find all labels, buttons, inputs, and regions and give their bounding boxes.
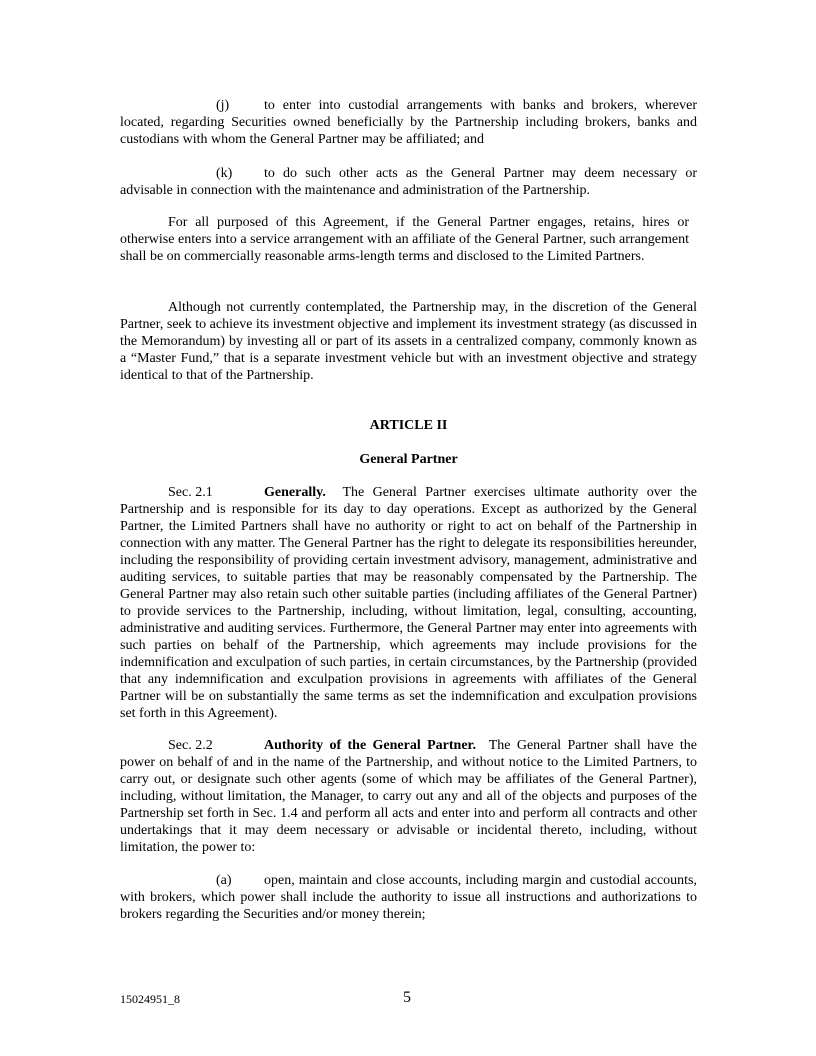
clause-2-2-a-label: (a) bbox=[216, 873, 232, 888]
section-2-2-number: Sec. 2.2 bbox=[168, 738, 213, 753]
article-title: General Partner bbox=[359, 452, 458, 467]
section-2-1 bbox=[120, 484, 697, 722]
section-2-2 bbox=[120, 737, 697, 856]
clause-j-text: to enter into custodial arrangements with banks and brokers, wherever located, regarding Securities owned beneficially by the Partnership including brokers, banks and custodians with whom the General Partner may be affiliated; and bbox=[120, 98, 697, 147]
clause-k bbox=[120, 165, 697, 199]
clause-2-2-a-text: open, maintain and close accounts, including margin and custodial accounts, with brokers, which power shall include the authority to issue all instructions and authorizations to brokers regarding the Securities and/or money therein; bbox=[120, 873, 697, 922]
clause-k-text: to do such other acts as the General Partner may deem necessary or advisable in connection with the maintenance and administration of the Partnership. bbox=[120, 166, 697, 198]
section-2-1-heading: Generally. bbox=[264, 485, 326, 500]
section-2-1-number: Sec. 2.1 bbox=[168, 485, 213, 500]
section-2-2-text: The General Partner shall have the power on behalf of and in the name of the Partnership, and without notice to the Limited Partners, to carry out, or designate such other agents (some of which may be affiliates of the General Partner), including, without limitation, the Manager, to carry out any and all of the objects and purposes of the Partnership set forth in Sec. 1.4 and perform all acts and enter into and perform all contracts and other undertakings that it may deem necessary or advisable or incidental thereto, including, without limitation, the power to: bbox=[120, 738, 697, 855]
article-number: ARTICLE II bbox=[369, 418, 448, 433]
clause-j-label: (j) bbox=[216, 98, 230, 113]
affiliate-paragraph: For all purposed of this Agreement, if the General Partner engages, retains, hires or otherwise enters into a service arrangement with an affiliate of the General Partner, such arrangement shall be on commercially reasonable arms-length terms and disclosed to the Limited Partners. bbox=[120, 215, 689, 264]
clause-k-label: (k) bbox=[216, 166, 233, 181]
clause-2-2-a bbox=[120, 872, 697, 923]
master-fund-paragraph: Although not currently contemplated, the Partnership may, in the discretion of the General Partner, seek to achieve its investment objective and implement its investment strategy (as discussed in the Memorandum) by investing all or part of its assets in a centralized company, commonly known as a “Master Fund,” that is a separate investment vehicle but with an investment objective and strategy identical to that of the Partnership. bbox=[120, 300, 697, 383]
page-number: 5 bbox=[403, 989, 411, 1006]
section-2-1-text: The General Partner exercises ultimate authority over the Partnership and is responsible for its day to day operations. Except as authorized by the General Partner, the Limited Partners shall have no authority or right to act on behalf of the Partnership in connection with any matter. The General Partner has the right to delegate its responsibilities hereunder, including the responsibility of providing certain investment advisory, management, administrative and auditing services, to suitable parties that may be reasonably compensated by the Partnership. The General Partner may also retain such other suitable parties (including affiliates of the General Partner) to provide services to the Partnership, including, without limitation, legal, consulting, accounting, administrative and auditing services. Furthermore, the General Partner may enter into agreements with such parties on behalf of the Partnership, which agreements may include provisions for the indemnification and exculpation of such parties, in certain circumstances, by the Partnership (provided that any indemnification and exculpation provisions in agreements with affiliates of the General Partner will be on substantially the same terms as set the indemnification and exculpation provisions set forth in this Agreement). bbox=[120, 485, 698, 721]
document-id: 15024951_8 bbox=[120, 992, 180, 1006]
section-2-2-heading: Authority of the General Partner. bbox=[264, 738, 476, 753]
clause-j bbox=[120, 97, 697, 148]
